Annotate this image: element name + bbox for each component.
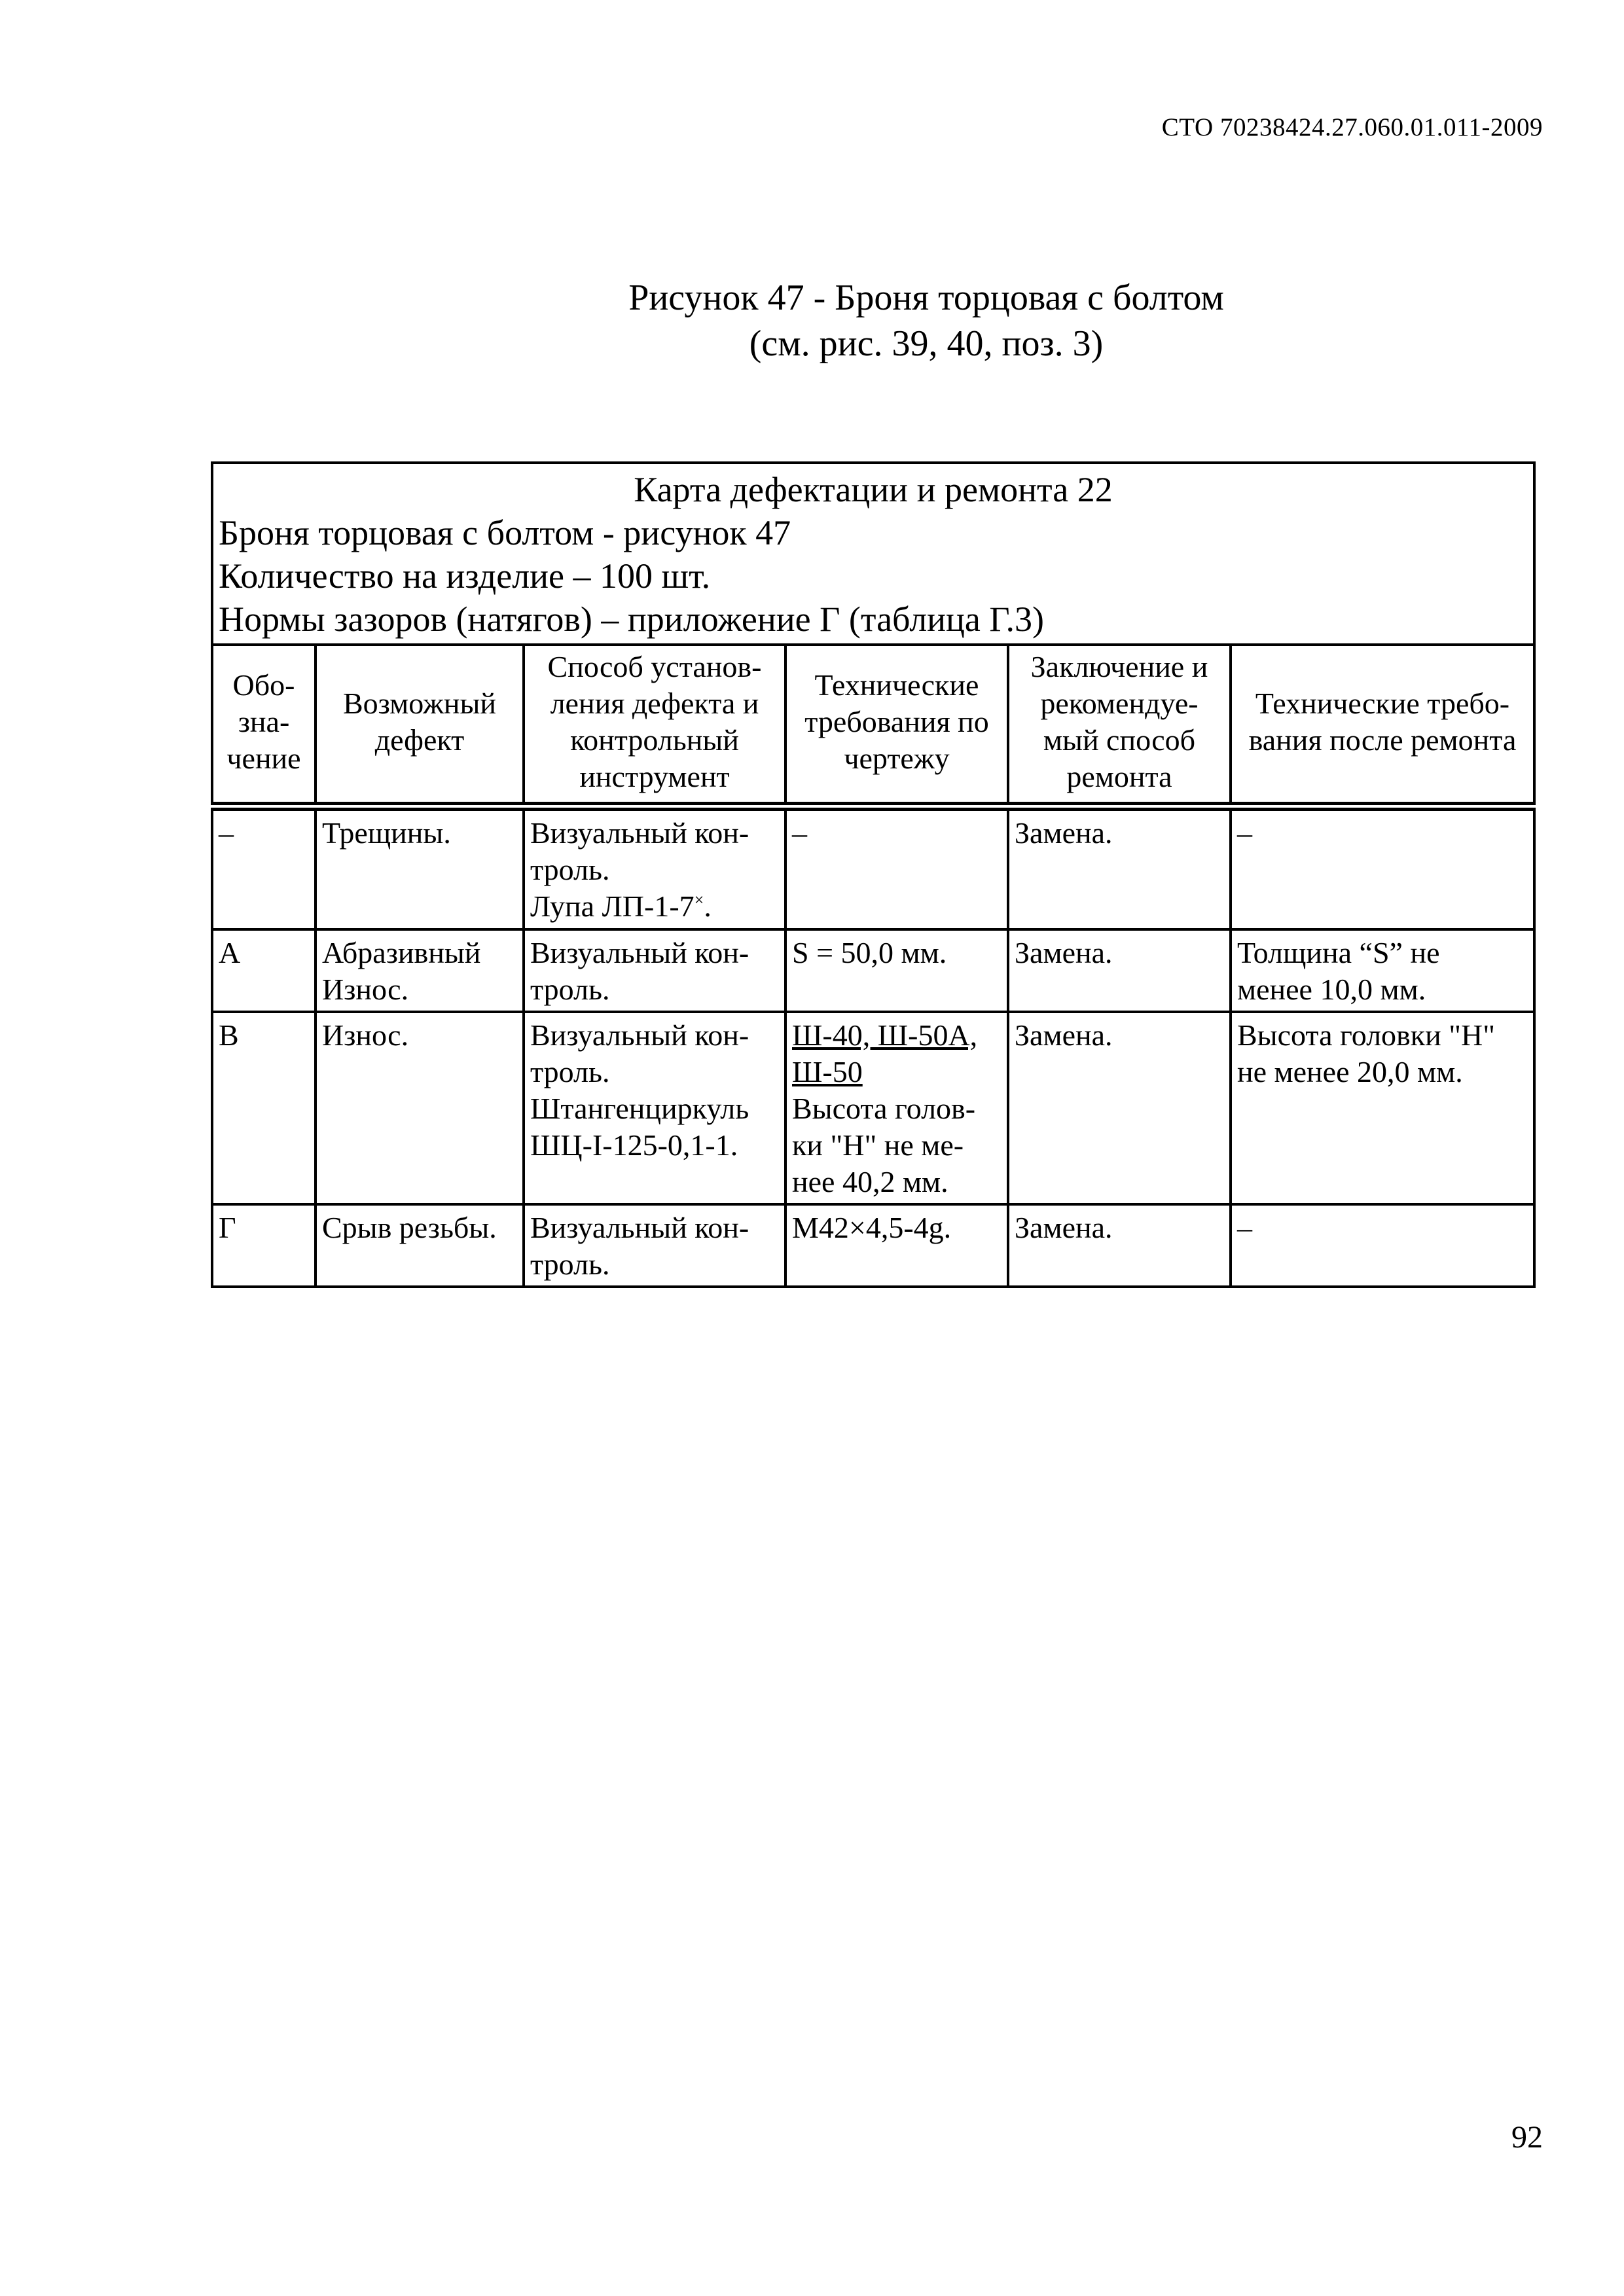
cell-method: Визуальный кон- троль. xyxy=(524,929,785,1012)
figure-caption xyxy=(615,275,1237,367)
cell-designation: А xyxy=(212,929,316,1012)
col-header-defect: Возможный дефект xyxy=(316,645,524,806)
cell-defect: Износ. xyxy=(316,1012,524,1204)
card-quantity: Количество на изделие – 100 шт. xyxy=(219,556,711,596)
drawing-reference: Ш-50 xyxy=(792,1055,863,1088)
col-header-after-repair: Технические требо- вания после ремонта xyxy=(1231,645,1534,806)
cell-designation: В xyxy=(212,1012,316,1204)
cell-conclusion: Замена. xyxy=(1008,806,1231,929)
document-code: СТО 70238424.27.060.01.011-2009 xyxy=(1161,113,1543,141)
table-row xyxy=(212,1204,1534,1287)
cell-designation: – xyxy=(212,806,316,929)
table-header-row xyxy=(212,645,1534,806)
col-header-requirements: Технические требования по чертежу xyxy=(785,645,1008,806)
table-row xyxy=(212,806,1534,929)
col-header-method: Способ установ- ления дефекта и контрольный инструмент xyxy=(524,645,785,806)
cell-method: Визуальный кон- троль. Штангенциркуль ШЦ-I-125-0,1-1. xyxy=(524,1012,785,1204)
cell-after-repair: – xyxy=(1231,1204,1534,1287)
cell-requirements: – xyxy=(785,806,1008,929)
drawing-reference: Ш-40, Ш-50А, xyxy=(792,1018,978,1052)
card-norms: Нормы зазоров (натягов) – приложение Г (таблица Г.3) xyxy=(219,600,1045,639)
table-row xyxy=(212,929,1534,1012)
cell-conclusion: Замена. xyxy=(1008,1012,1231,1204)
cell-after-repair: Толщина “S” не менее 10,0 мм. xyxy=(1231,929,1534,1012)
card-part-name: Броня торцовая с болтом - рисунок 47 xyxy=(219,513,791,552)
defect-repair-card xyxy=(211,461,1536,1288)
cell-conclusion: Замена. xyxy=(1008,1204,1231,1287)
caption-line-1: Рисунок 47 - Броня торцовая с болтом xyxy=(628,278,1224,318)
cell-requirements: Ш-40, Ш-50А, Ш-50 Высота голов- ки "Н" не ме- нее 40,2 мм. xyxy=(785,1012,1008,1204)
table-row xyxy=(212,1012,1534,1204)
cell-defect: Абразивный Износ. xyxy=(316,929,524,1012)
cell-defect: Срыв резьбы. xyxy=(316,1204,524,1287)
cell-after-repair: – xyxy=(1231,806,1534,929)
cell-conclusion: Замена. xyxy=(1008,929,1231,1012)
col-header-designation: Обо- зна- чение xyxy=(212,645,316,806)
cell-method: Визуальный кон- троль. xyxy=(524,1204,785,1287)
cell-requirements: М42×4,5-4g. xyxy=(785,1204,1008,1287)
page-number: 92 xyxy=(1511,2120,1543,2155)
caption-line-2: (см. рис. 39, 40, поз. 3) xyxy=(749,323,1104,364)
cell-method: Визуальный кон- троль. Лупа ЛП-1-7×. xyxy=(524,806,785,929)
cell-requirements: S = 50,0 мм. xyxy=(785,929,1008,1012)
cell-designation: Г xyxy=(212,1204,316,1287)
cell-defect: Трещины. xyxy=(316,806,524,929)
card-title-block xyxy=(212,463,1534,645)
card-title: Карта дефектации и ремонта 22 xyxy=(634,470,1113,509)
col-header-conclusion: Заключение и рекомендуе- мый способ ремонта xyxy=(1008,645,1231,806)
cell-after-repair: Высота головки "Н" не менее 20,0 мм. xyxy=(1231,1012,1534,1204)
